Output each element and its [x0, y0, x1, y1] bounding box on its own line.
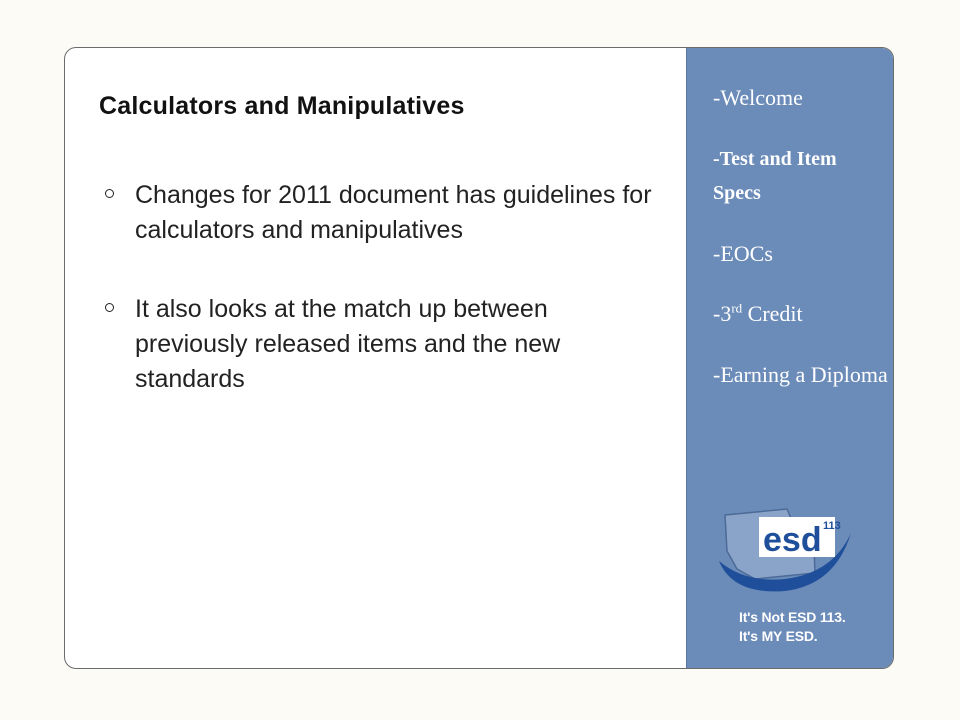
nav-item-test-item-specs[interactable]: -Test and Item Specs: [713, 148, 837, 204]
esd-logo: [715, 503, 855, 603]
logo-esd-text: esd: [763, 521, 822, 559]
nav-item-eocs[interactable]: -EOCs: [713, 241, 773, 266]
logo-113-text: 113: [823, 520, 841, 532]
slide: [64, 47, 894, 669]
sidebar: [686, 48, 893, 668]
nav-item-3rd-credit-sup: rd: [731, 300, 743, 316]
tagline-line-1: It's Not ESD 113.: [739, 609, 846, 625]
bullet-item: [105, 178, 665, 248]
bullet-text: It also looks at the match up between previously released items and the new standards: [135, 295, 561, 393]
slide-title: Calculators and Manipulatives: [99, 92, 465, 120]
nav-item-earning-diploma[interactable]: -Earning a Diploma: [713, 362, 888, 387]
nav-item-3rd-credit[interactable]: [713, 298, 888, 330]
nav-item-3rd-credit-suffix: Credit: [742, 301, 803, 326]
nav-item-welcome[interactable]: -Welcome: [713, 85, 803, 110]
tagline-line-2-bold: MY ESD.: [761, 628, 818, 644]
circle-bullet-icon: [105, 303, 114, 312]
tagline-line-2: [739, 627, 846, 646]
logo-tagline: [739, 608, 846, 646]
nav-item-3rd-credit-prefix: -3: [713, 301, 732, 326]
bullet-item: [105, 292, 665, 397]
tagline-line-2-prefix: It's: [739, 628, 762, 644]
bullet-list: [105, 178, 665, 441]
sidebar-nav: [713, 82, 888, 392]
bullet-text: Changes for 2011 document has guidelines for calculators and manipulatives: [135, 181, 652, 244]
circle-bullet-icon: [105, 189, 114, 198]
